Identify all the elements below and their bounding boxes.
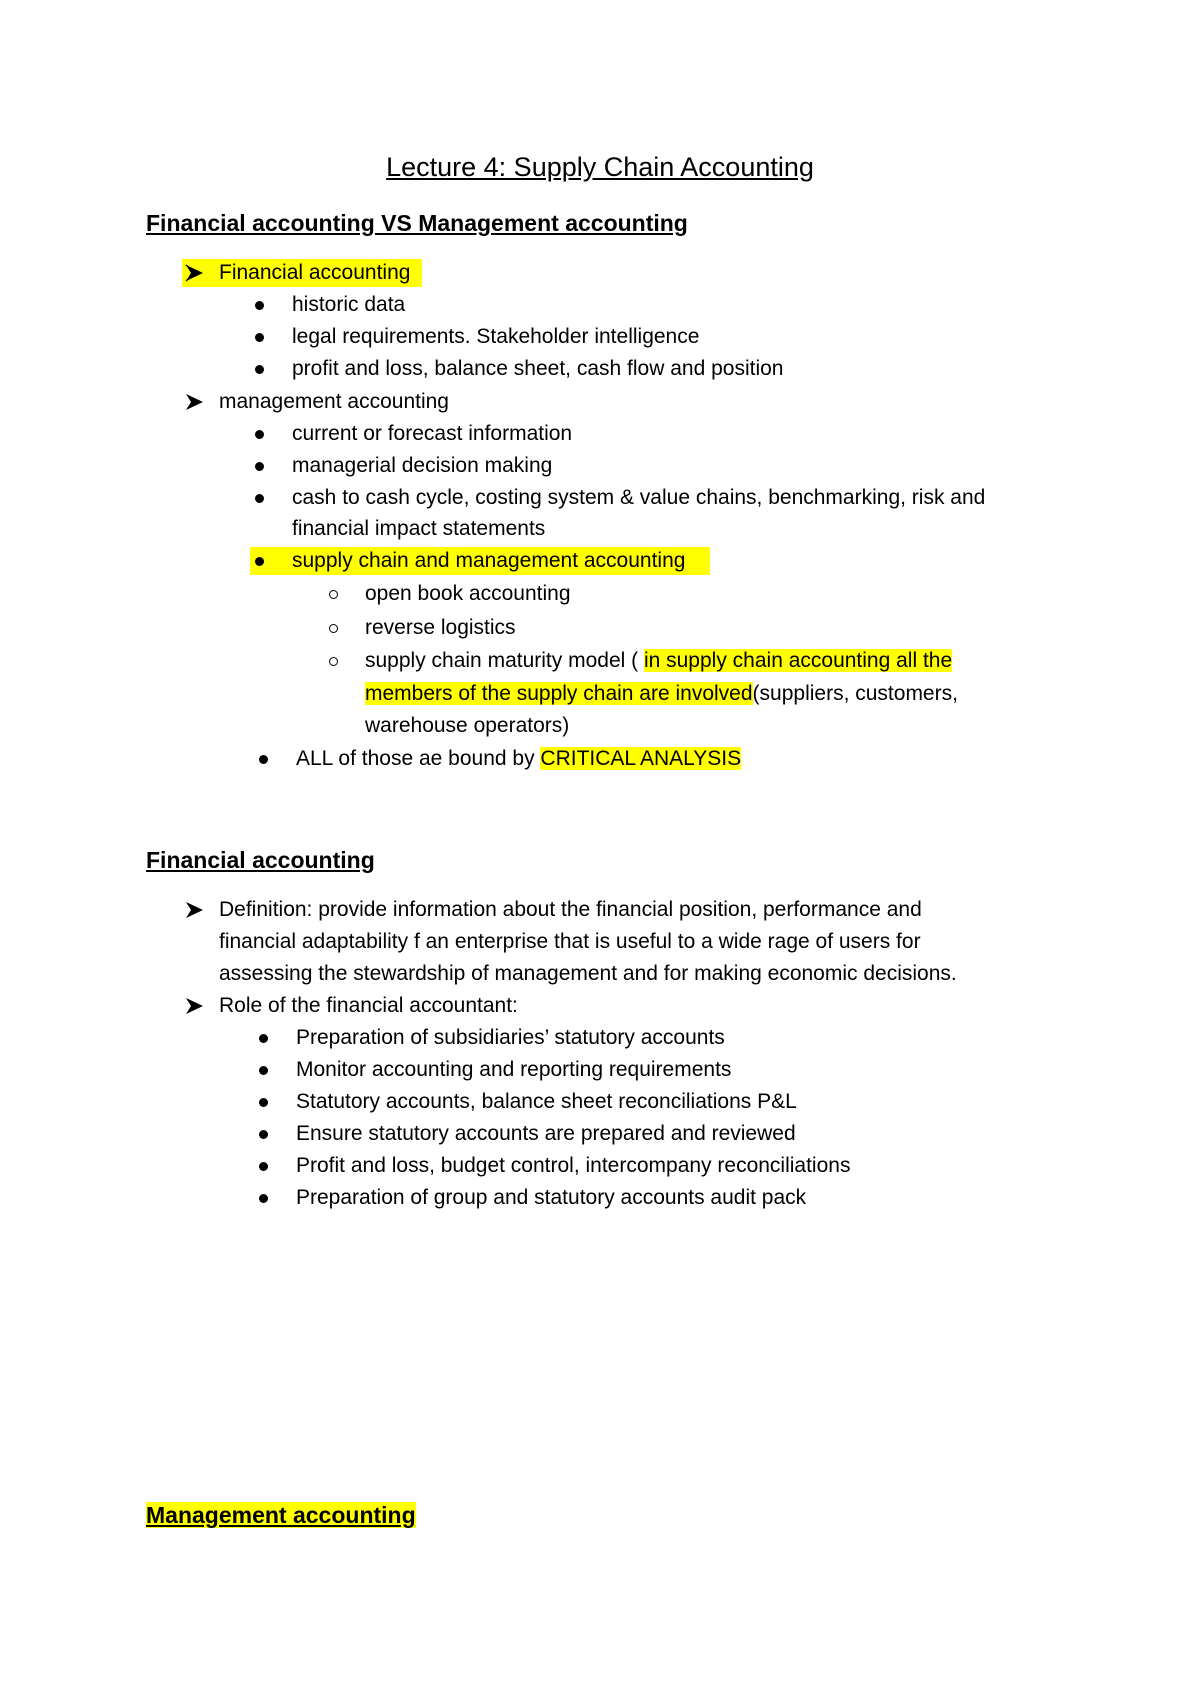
bullet-dot-icon	[255, 333, 264, 342]
critical-analysis-highlight: CRITICAL ANALYSIS	[540, 747, 742, 770]
sub-list-item: reverse logistics	[365, 616, 516, 639]
bullet-dot-icon	[255, 494, 264, 503]
bullet-dot-icon	[259, 1034, 268, 1043]
bullet-dot-icon	[259, 1130, 268, 1139]
role-item: Preparation of group and statutory accounts audit pack	[296, 1186, 807, 1209]
list-item: managerial decision making	[292, 454, 553, 477]
sub-list-item-text: supply chain maturity model (	[365, 649, 644, 672]
role-item: Ensure statutory accounts are prepared and reviewed	[296, 1122, 796, 1145]
role-item: Preparation of subsidiaries’ statutory accounts	[296, 1026, 725, 1049]
document-title	[0, 150, 1200, 184]
section-heading-financial-accounting	[146, 845, 375, 875]
ma-label: management accounting	[219, 390, 449, 413]
section-heading-fa-vs-ma-text: Financial accounting VS Management accounting	[146, 210, 688, 236]
document-title-text: Lecture 4: Supply Chain Accounting	[386, 152, 814, 182]
list-item: cash to cash cycle, costing system & value chains, benchmarking, risk and	[292, 486, 986, 509]
bullet-dot-icon	[259, 1162, 268, 1171]
arrow-bullet-icon	[184, 899, 206, 921]
sub-list-item-continuation	[365, 680, 958, 708]
bullet-dot-icon	[259, 1066, 268, 1075]
list-item: profit and loss, balance sheet, cash flow and position	[292, 357, 784, 380]
section-heading-management-accounting-text: Management accounting	[146, 1502, 416, 1528]
role-item: Monitor accounting and reporting requirements	[296, 1058, 732, 1081]
list-item: legal requirements. Stakeholder intelligence	[292, 325, 700, 348]
arrow-bullet-icon	[184, 391, 206, 413]
sub-list-item-text: (suppliers, customers,	[752, 682, 958, 705]
fa-label: Financial accounting	[219, 261, 411, 284]
definition-line: Definition: provide information about the financial position, performance and	[219, 898, 922, 921]
section-heading-fa-vs-ma	[146, 208, 688, 238]
bullet-dot-icon	[259, 1098, 268, 1107]
role-label: Role of the financial accountant:	[219, 994, 518, 1017]
bullet-dot-icon	[259, 1194, 268, 1203]
critical-analysis-prefix: ALL of those ae bound by	[296, 747, 541, 770]
definition-line: assessing the stewardship of management and for making economic decisions.	[219, 962, 957, 985]
highlight-sc-involved-2: members of the supply chain are involved	[365, 682, 753, 705]
bullet-circle-icon	[329, 590, 338, 599]
section-heading-management-accounting	[146, 1500, 416, 1530]
sub-list-item: open book accounting	[365, 582, 571, 605]
list-item: current or forecast information	[292, 422, 573, 445]
arrow-bullet-icon	[184, 995, 206, 1017]
role-item: Statutory accounts, balance sheet reconciliations P&L	[296, 1090, 797, 1113]
list-item-continuation: financial impact statements	[292, 517, 546, 540]
section-heading-financial-accounting-text: Financial accounting	[146, 847, 375, 873]
sub-list-item	[365, 647, 952, 675]
bullet-circle-icon	[329, 624, 338, 633]
bullet-dot-icon	[255, 430, 264, 439]
role-item: Profit and loss, budget control, intercompany reconciliations	[296, 1154, 851, 1177]
bullet-dot-icon	[255, 301, 264, 310]
highlight-sc-involved-1: in supply chain accounting all the	[643, 649, 953, 672]
list-item: historic data	[292, 293, 406, 316]
arrow-bullet-icon	[184, 262, 206, 284]
sc-label: supply chain and management accounting	[292, 549, 686, 572]
bullet-circle-icon	[329, 657, 338, 666]
bullet-dot-icon	[255, 365, 264, 374]
definition-line: financial adaptability f an enterprise that is useful to a wide rage of users for	[219, 930, 921, 953]
sub-list-item-continuation: warehouse operators)	[365, 714, 570, 737]
bullet-dot-icon	[255, 557, 264, 566]
bullet-dot-icon	[259, 755, 268, 764]
critical-analysis-line	[296, 745, 741, 773]
bullet-dot-icon	[255, 462, 264, 471]
